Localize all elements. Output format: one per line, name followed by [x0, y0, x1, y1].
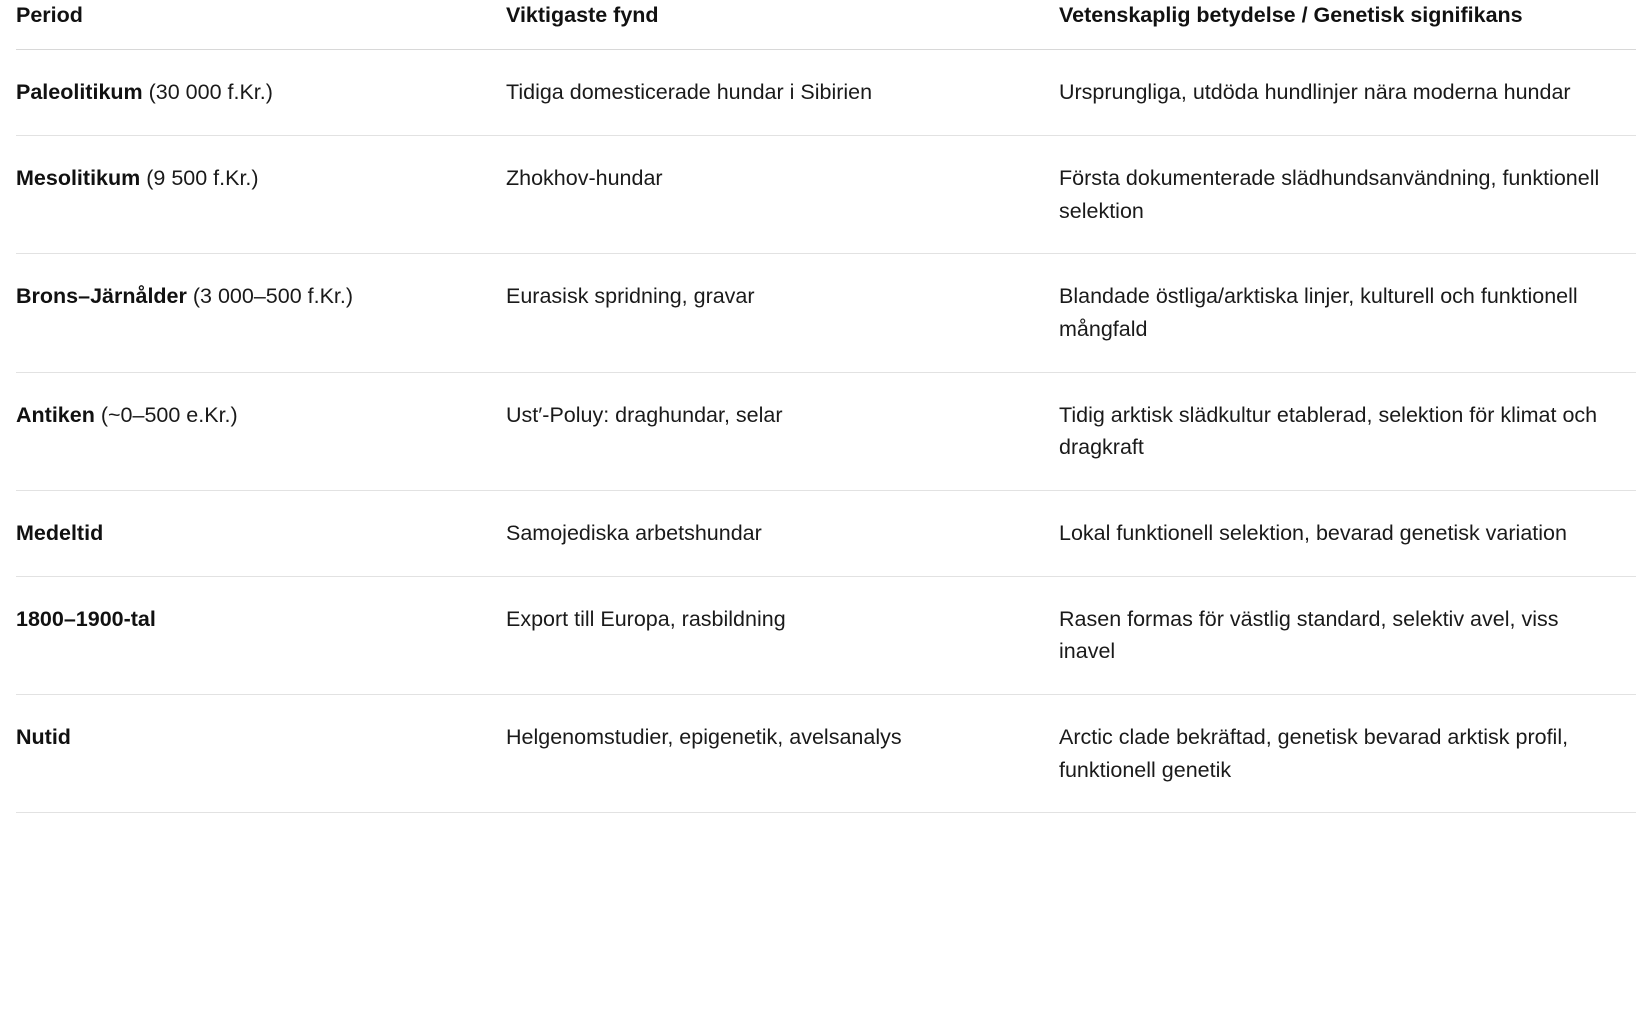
period-name: Antiken: [16, 402, 95, 427]
period-name: Nutid: [16, 724, 71, 749]
table-body: [16, 50, 1636, 813]
significance-text: Blandade östliga/arktiska linjer, kulturell och funktionell mångfald: [1059, 284, 1578, 341]
period-detail: (3 000–500 f.Kr.): [186, 284, 354, 309]
significance-text: Tidig arktisk slädkultur etablerad, selektion för klimat och dragkraft: [1059, 402, 1598, 460]
find-text: Tidiga domesticerade hundar i Sibirien: [506, 80, 873, 105]
find-text: Helgenomstudier, epigenetik, avelsanalys: [506, 724, 902, 749]
cell-significance: [1059, 372, 1636, 490]
cell-find: [506, 490, 1059, 576]
significance-text: Lokal funktionell selektion, bevarad genetisk variation: [1059, 520, 1567, 545]
column-header-find: Viktigaste fynd: [506, 0, 1059, 50]
table-row: [16, 694, 1636, 812]
significance-text: Ursprungliga, utdöda hundlinjer nära moderna hundar: [1059, 80, 1571, 105]
significance-text: Rasen formas för västlig standard, selektiv avel, viss inavel: [1059, 606, 1559, 664]
column-header-period: Period: [16, 0, 506, 50]
cell-significance: [1059, 50, 1636, 136]
cell-find: [506, 694, 1059, 812]
period-name: Medeltid: [16, 520, 104, 545]
column-header-significance: Vetenskaplig betydelse / Genetisk signifikans: [1059, 0, 1636, 50]
table-row: [16, 372, 1636, 490]
cell-period: [16, 135, 506, 253]
cell-period: [16, 576, 506, 694]
cell-significance: [1059, 576, 1636, 694]
find-text: Export till Europa, rasbildning: [506, 606, 786, 631]
table-row: [16, 50, 1636, 136]
table-header: [16, 0, 1636, 50]
significance-text: Arctic clade bekräftad, genetisk bevarad arktisk profil, funktionell genetik: [1059, 724, 1569, 782]
find-text: Samojediska arbetshundar: [506, 520, 762, 545]
cell-period: [16, 372, 506, 490]
table-row: [16, 254, 1636, 372]
find-text: Ust′-Poluy: draghundar, selar: [506, 402, 783, 427]
cell-find: [506, 50, 1059, 136]
cell-significance: [1059, 135, 1636, 253]
period-detail: (9 500 f.Kr.): [140, 165, 259, 190]
cell-find: [506, 254, 1059, 372]
period-detail: (~0–500 e.Kr.): [94, 402, 238, 427]
cell-period: [16, 50, 506, 136]
cell-period: [16, 254, 506, 372]
cell-significance: [1059, 254, 1636, 372]
find-text: Zhokhov-hundar: [506, 165, 663, 190]
period-name: 1800–1900-tal: [16, 606, 156, 631]
cell-find: [506, 576, 1059, 694]
table-row: [16, 490, 1636, 576]
period-name: Mesolitikum: [16, 165, 141, 190]
table-row: [16, 135, 1636, 253]
history-table: [16, 0, 1636, 813]
significance-text: Första dokumenterade slädhundsanvändning, funktionell selektion: [1059, 165, 1600, 223]
table-header-row: [16, 0, 1636, 50]
cell-find: [506, 372, 1059, 490]
cell-period: [16, 490, 506, 576]
table-row: [16, 576, 1636, 694]
find-text: Eurasisk spridning, gravar: [506, 284, 755, 309]
cell-find: [506, 135, 1059, 253]
cell-significance: [1059, 490, 1636, 576]
period-detail: (30 000 f.Kr.): [142, 80, 273, 105]
cell-significance: [1059, 694, 1636, 812]
period-name: Paleolitikum: [16, 80, 143, 105]
period-name: Brons–Järnålder: [16, 284, 187, 309]
cell-period: [16, 694, 506, 812]
